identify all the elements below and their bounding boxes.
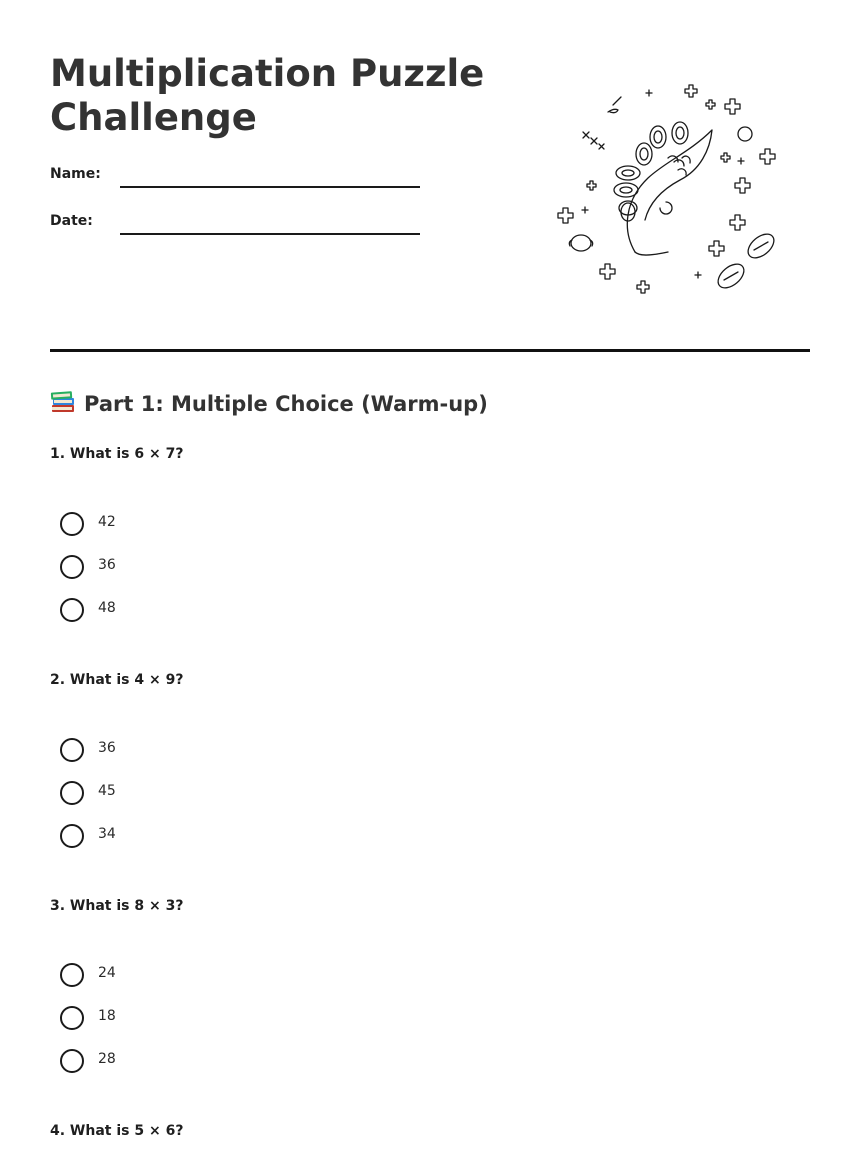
- answer-option[interactable]: [60, 781, 260, 807]
- option-label: 36: [98, 740, 116, 756]
- question-text: 3. What is 8 × 3?: [50, 898, 184, 914]
- radio-button[interactable]: [60, 781, 84, 805]
- page-title: Multiplication Puzzle Challenge: [50, 52, 485, 139]
- section-divider: [50, 349, 810, 352]
- radio-button[interactable]: [60, 963, 84, 987]
- radio-button[interactable]: [60, 598, 84, 622]
- date-field: [50, 213, 430, 243]
- answer-option[interactable]: [60, 555, 260, 581]
- question-text: 2. What is 4 × 9?: [50, 672, 184, 688]
- radio-button[interactable]: [60, 555, 84, 579]
- option-label: 48: [98, 600, 116, 616]
- date-input-line[interactable]: [120, 233, 420, 235]
- answer-option[interactable]: [60, 1006, 260, 1032]
- radio-button[interactable]: [60, 1006, 84, 1030]
- date-label: Date:: [50, 213, 93, 229]
- answer-option[interactable]: [60, 598, 260, 624]
- name-input-line[interactable]: [120, 186, 420, 188]
- name-label: Name:: [50, 166, 101, 182]
- radio-button[interactable]: [60, 1049, 84, 1073]
- answer-option[interactable]: [60, 512, 260, 538]
- section-title: Part 1: Multiple Choice (Warm-up): [84, 392, 488, 416]
- option-label: 34: [98, 826, 116, 842]
- option-label: 42: [98, 514, 116, 530]
- option-label: 18: [98, 1008, 116, 1024]
- radio-button[interactable]: [60, 738, 84, 762]
- option-label: 24: [98, 965, 116, 981]
- option-label: 28: [98, 1051, 116, 1067]
- answer-option[interactable]: [60, 824, 260, 850]
- answer-option[interactable]: [60, 1049, 260, 1075]
- option-label: 45: [98, 783, 116, 799]
- option-label: 36: [98, 557, 116, 573]
- question-text: 4. What is 5 × 6?: [50, 1123, 184, 1139]
- name-field: [50, 166, 430, 196]
- doodle-illustration-icon: [550, 80, 790, 300]
- answer-option[interactable]: [60, 738, 260, 764]
- radio-button[interactable]: [60, 512, 84, 536]
- books-icon: [50, 390, 76, 414]
- question-text: 1. What is 6 × 7?: [50, 446, 184, 462]
- radio-button[interactable]: [60, 824, 84, 848]
- answer-option[interactable]: [60, 963, 260, 989]
- section-heading: [50, 390, 488, 416]
